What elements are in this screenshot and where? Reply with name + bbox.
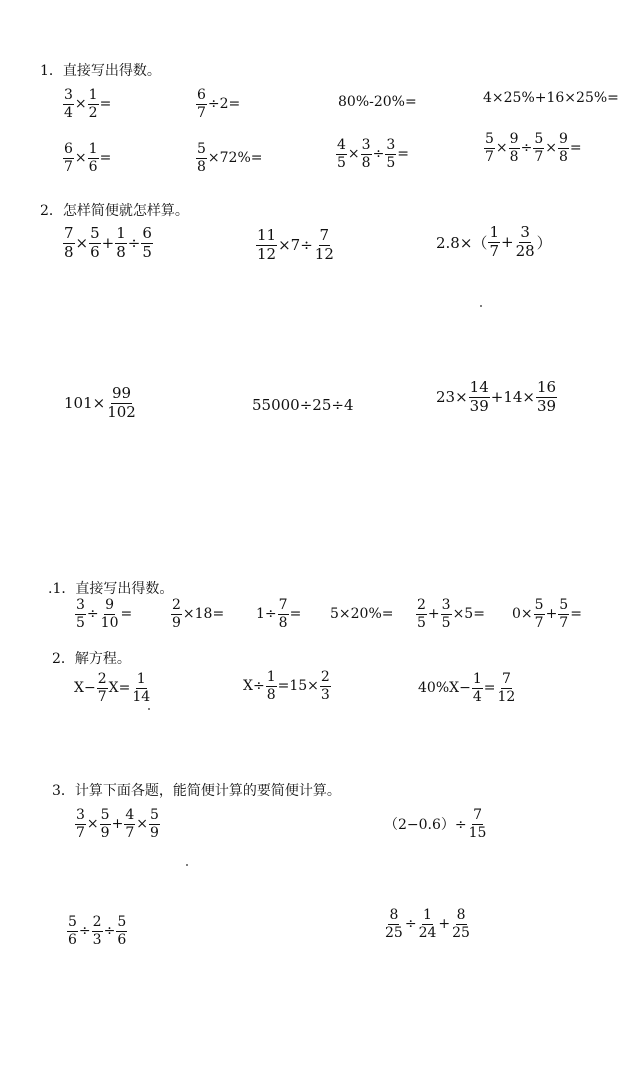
expression-text: 101× [64,394,106,413]
expression-text: = [99,150,112,167]
expression-text: ÷ [78,923,91,940]
fraction [496,672,516,704]
stray-mark [148,708,150,710]
fraction-denominator: 9 [149,824,159,841]
section-b-q1-heading: .1．直接写出得数。 [48,581,174,597]
fraction [558,132,569,164]
fraction-denominator: 5 [337,154,346,171]
problem [195,88,240,120]
fraction-denominator: 4 [472,688,482,705]
fraction-numerator: 1 [88,141,98,157]
fraction-denominator: 8 [116,242,126,261]
expression-text: ÷ [127,234,141,253]
fraction-denominator: 3 [92,931,102,948]
problem [170,598,224,630]
fraction-numerator: 3 [361,137,371,153]
expression-text: × [86,816,99,833]
fraction-numerator: 3 [64,87,73,103]
fraction-denominator: 15 [468,824,487,841]
fraction-numerator: 11 [257,226,277,244]
fraction [451,908,471,940]
problem [483,132,582,164]
fraction [171,598,182,630]
fraction-denominator: 25 [385,924,403,941]
problem [74,672,152,704]
fraction [67,915,78,947]
fraction [116,915,127,947]
expression-text: = [483,680,496,697]
expression-text: 1÷ [256,606,277,623]
fraction-denominator: 7 [485,148,494,165]
fraction-denominator: 5 [441,614,451,631]
expression-text: ÷ [404,916,417,933]
fraction-denominator: 39 [536,396,557,415]
problem [330,606,394,622]
expression-text: = [397,146,409,163]
problem [512,598,582,630]
problem [74,808,161,840]
fraction-denominator: 7 [97,688,107,705]
problem [335,138,409,170]
problem [62,88,111,120]
fraction-numerator: 9 [509,131,519,147]
fraction [89,226,101,261]
expression-text: × [545,140,557,157]
expression-text: ） [536,233,552,252]
fraction [488,225,500,260]
stray-mark [186,864,188,866]
problem [415,598,485,630]
problem [338,94,417,110]
fraction [196,88,207,120]
fraction-denominator: 4 [64,104,73,121]
fraction-denominator: 10 [100,614,119,631]
fraction-denominator: 5 [386,154,396,171]
fraction-denominator: 24 [418,924,437,941]
fraction-denominator: 8 [266,686,276,703]
expression-text: ×72%= [207,150,263,167]
fraction-numerator: 1 [423,907,432,923]
fraction-numerator: 2 [320,669,330,685]
expression-text: + [101,234,115,253]
fraction [384,908,404,940]
problem [255,228,336,263]
fraction [149,808,160,840]
problem [64,386,138,421]
fraction [278,598,289,630]
fraction-denominator: 7 [197,104,206,121]
fraction-denominator: 25 [452,924,470,941]
fraction-numerator: 1 [266,669,276,685]
fraction-numerator: 5 [90,224,100,242]
problem [243,670,332,702]
expression-text: ÷ [372,146,385,163]
fraction-denominator: 28 [515,241,535,260]
section-b-q2-heading: 2．解方程。 [52,651,131,667]
fraction-numerator: 8 [456,907,466,923]
expression-text: + [438,916,451,933]
fraction [88,142,99,174]
fraction-denominator: 3 [320,686,330,703]
fraction-numerator: 99 [111,384,132,402]
fraction [88,88,99,120]
expression-text: × [495,140,508,157]
problem [418,672,517,704]
fraction [472,672,483,704]
fraction [75,598,86,630]
expression-text: 4×25%+16×25%= [483,90,619,106]
expression-text: 23× [436,388,468,407]
fraction-numerator: 7 [319,226,330,244]
expression-text: X= [108,680,131,697]
fraction-denominator: 14 [132,688,151,705]
fraction-numerator: 8 [389,907,399,923]
fraction [336,138,347,170]
fraction [515,225,536,260]
fraction-numerator: 2 [417,597,426,613]
expression-text: 5×20%= [330,606,394,622]
fraction-numerator: 3 [76,597,85,613]
expression-text: × [74,150,87,167]
fraction-numerator: 16 [536,378,557,396]
expression-text: + [111,816,124,833]
expression-text: （2−0.6）÷ [384,817,467,834]
fraction-numerator: 2 [97,671,107,687]
expression-text: = [120,606,133,623]
fraction [92,915,103,947]
fraction-numerator: 1 [88,87,98,103]
fraction [141,226,153,261]
expression-text: X÷ [243,678,265,695]
fraction [418,908,438,940]
fraction-numerator: 3 [441,597,451,613]
fraction [534,598,545,630]
fraction-numerator: 2 [92,914,102,930]
problem [383,908,472,940]
fraction [441,598,452,630]
fraction-denominator: 6 [117,931,127,948]
fraction-numerator: 3 [520,223,530,241]
fraction [509,132,520,164]
fraction [558,598,569,630]
fraction-numerator: 6 [142,224,152,242]
fraction-numerator: 7 [501,671,511,687]
fraction [385,138,396,170]
fraction [416,598,427,630]
fraction-denominator: 7 [559,614,569,631]
fraction-numerator: 5 [534,597,544,613]
fraction-numerator: 1 [136,671,146,687]
fraction-denominator: 6 [88,158,98,175]
fraction-numerator: 7 [473,807,483,823]
problem [62,226,154,261]
expression-text: = [289,606,302,623]
fraction [63,226,75,261]
fraction-numerator: 7 [278,597,288,613]
fraction-denominator: 7 [125,824,135,841]
expression-text: ÷ [86,606,99,623]
fraction-numerator: 5 [485,131,494,147]
expression-text: 55000÷25÷4 [252,396,354,414]
fraction-numerator: 9 [105,597,115,613]
fraction-denominator: 7 [76,824,85,841]
fraction-denominator: 5 [76,614,85,631]
problem [256,598,301,630]
fraction-denominator: 12 [497,688,516,705]
problem [483,90,619,106]
fraction-denominator: 7 [489,241,499,260]
expression-text: + [545,606,558,623]
fraction-numerator: 5 [197,141,206,157]
problem [62,142,111,174]
problem [384,808,488,840]
fraction-numerator: 4 [337,137,346,153]
fraction-numerator: 5 [100,807,110,823]
fraction-denominator: 9 [172,614,181,631]
fraction-denominator: 8 [558,148,568,165]
expression-text: ×18= [182,606,225,623]
problem [74,598,132,630]
fraction-numerator: 6 [197,87,206,103]
expression-text: × [74,96,87,113]
fraction-denominator: 5 [142,242,152,261]
expression-text: 80%-20%= [338,94,417,110]
fraction-denominator: 6 [68,931,77,948]
fraction-denominator: 12 [314,244,334,263]
fraction-denominator: 8 [509,148,519,165]
fraction-denominator: 9 [100,824,110,841]
expression-text: = [570,606,582,623]
fraction-denominator: 12 [257,244,277,263]
fraction-numerator: 5 [559,597,569,613]
fraction [320,670,331,702]
fraction [115,226,127,261]
fraction-denominator: 7 [534,614,544,631]
expression-text: = [569,140,582,157]
problem [436,225,552,260]
fraction [469,380,490,415]
fraction-numerator: 1 [116,224,126,242]
fraction-numerator: 1 [472,671,482,687]
expression-text: 40%X− [418,680,471,697]
fraction-denominator: 7 [534,148,544,165]
expression-text: ÷ [520,140,533,157]
fraction [256,228,277,263]
fraction-denominator: 5 [417,614,426,631]
expression-text: 0× [512,606,533,623]
expression-text: ÷2= [207,96,241,113]
expression-text: +14× [490,388,535,407]
expression-text: ×7÷ [278,236,313,255]
fraction [100,808,111,840]
expression-text: + [500,233,514,252]
fraction-numerator: 4 [125,807,135,823]
expression-text: =15× [277,678,319,695]
fraction-numerator: 5 [68,914,77,930]
fraction-numerator: 7 [64,224,74,242]
fraction [196,142,207,174]
fraction [75,808,86,840]
section-a-q1-heading: 1．直接写出得数。 [40,63,161,79]
fraction-numerator: 5 [117,914,127,930]
fraction [63,142,74,174]
fraction [97,672,108,704]
fraction [63,88,74,120]
fraction-denominator: 2 [88,104,98,121]
fraction-numerator: 2 [172,597,181,613]
expression-text: 2.8×（ [436,233,488,252]
expression-text: ÷ [103,923,116,940]
expression-text: + [427,606,440,623]
fraction [124,808,135,840]
fraction [100,598,120,630]
fraction [484,132,495,164]
fraction [131,672,151,704]
fraction [266,670,277,702]
fraction [106,386,137,421]
fraction-denominator: 8 [361,154,371,171]
stray-mark [480,305,482,307]
fraction-denominator: 8 [278,614,288,631]
fraction [533,132,544,164]
fraction-numerator: 5 [534,131,544,147]
fraction [314,228,335,263]
problem [436,380,558,415]
fraction-numerator: 3 [76,807,85,823]
fraction-denominator: 102 [107,402,136,421]
fraction-numerator: 1 [489,223,499,241]
problem [66,915,128,947]
section-a-q2-heading: 2．怎样简便就怎样算。 [40,203,189,219]
expression-text: X− [74,680,96,697]
expression-text: × [347,146,360,163]
fraction [361,138,372,170]
fraction-denominator: 8 [197,158,206,175]
expression-text: ×5= [452,606,485,623]
fraction [536,380,557,415]
fraction-numerator: 14 [469,378,489,396]
fraction-denominator: 39 [469,396,489,415]
fraction-numerator: 3 [386,137,396,153]
expression-text: × [136,816,148,833]
fraction-numerator: 6 [64,141,73,157]
fraction-denominator: 6 [90,242,100,261]
expression-text: × [75,234,89,253]
problem [252,396,353,414]
fraction [468,808,488,840]
fraction-numerator: 5 [149,807,159,823]
section-b-q3-heading: 3．计算下面各题，能简便计算的要简便计算。 [52,783,341,799]
fraction-numerator: 9 [558,131,568,147]
problem [195,142,263,174]
fraction-denominator: 8 [64,242,74,261]
expression-text: = [99,96,112,113]
fraction-denominator: 7 [64,158,73,175]
